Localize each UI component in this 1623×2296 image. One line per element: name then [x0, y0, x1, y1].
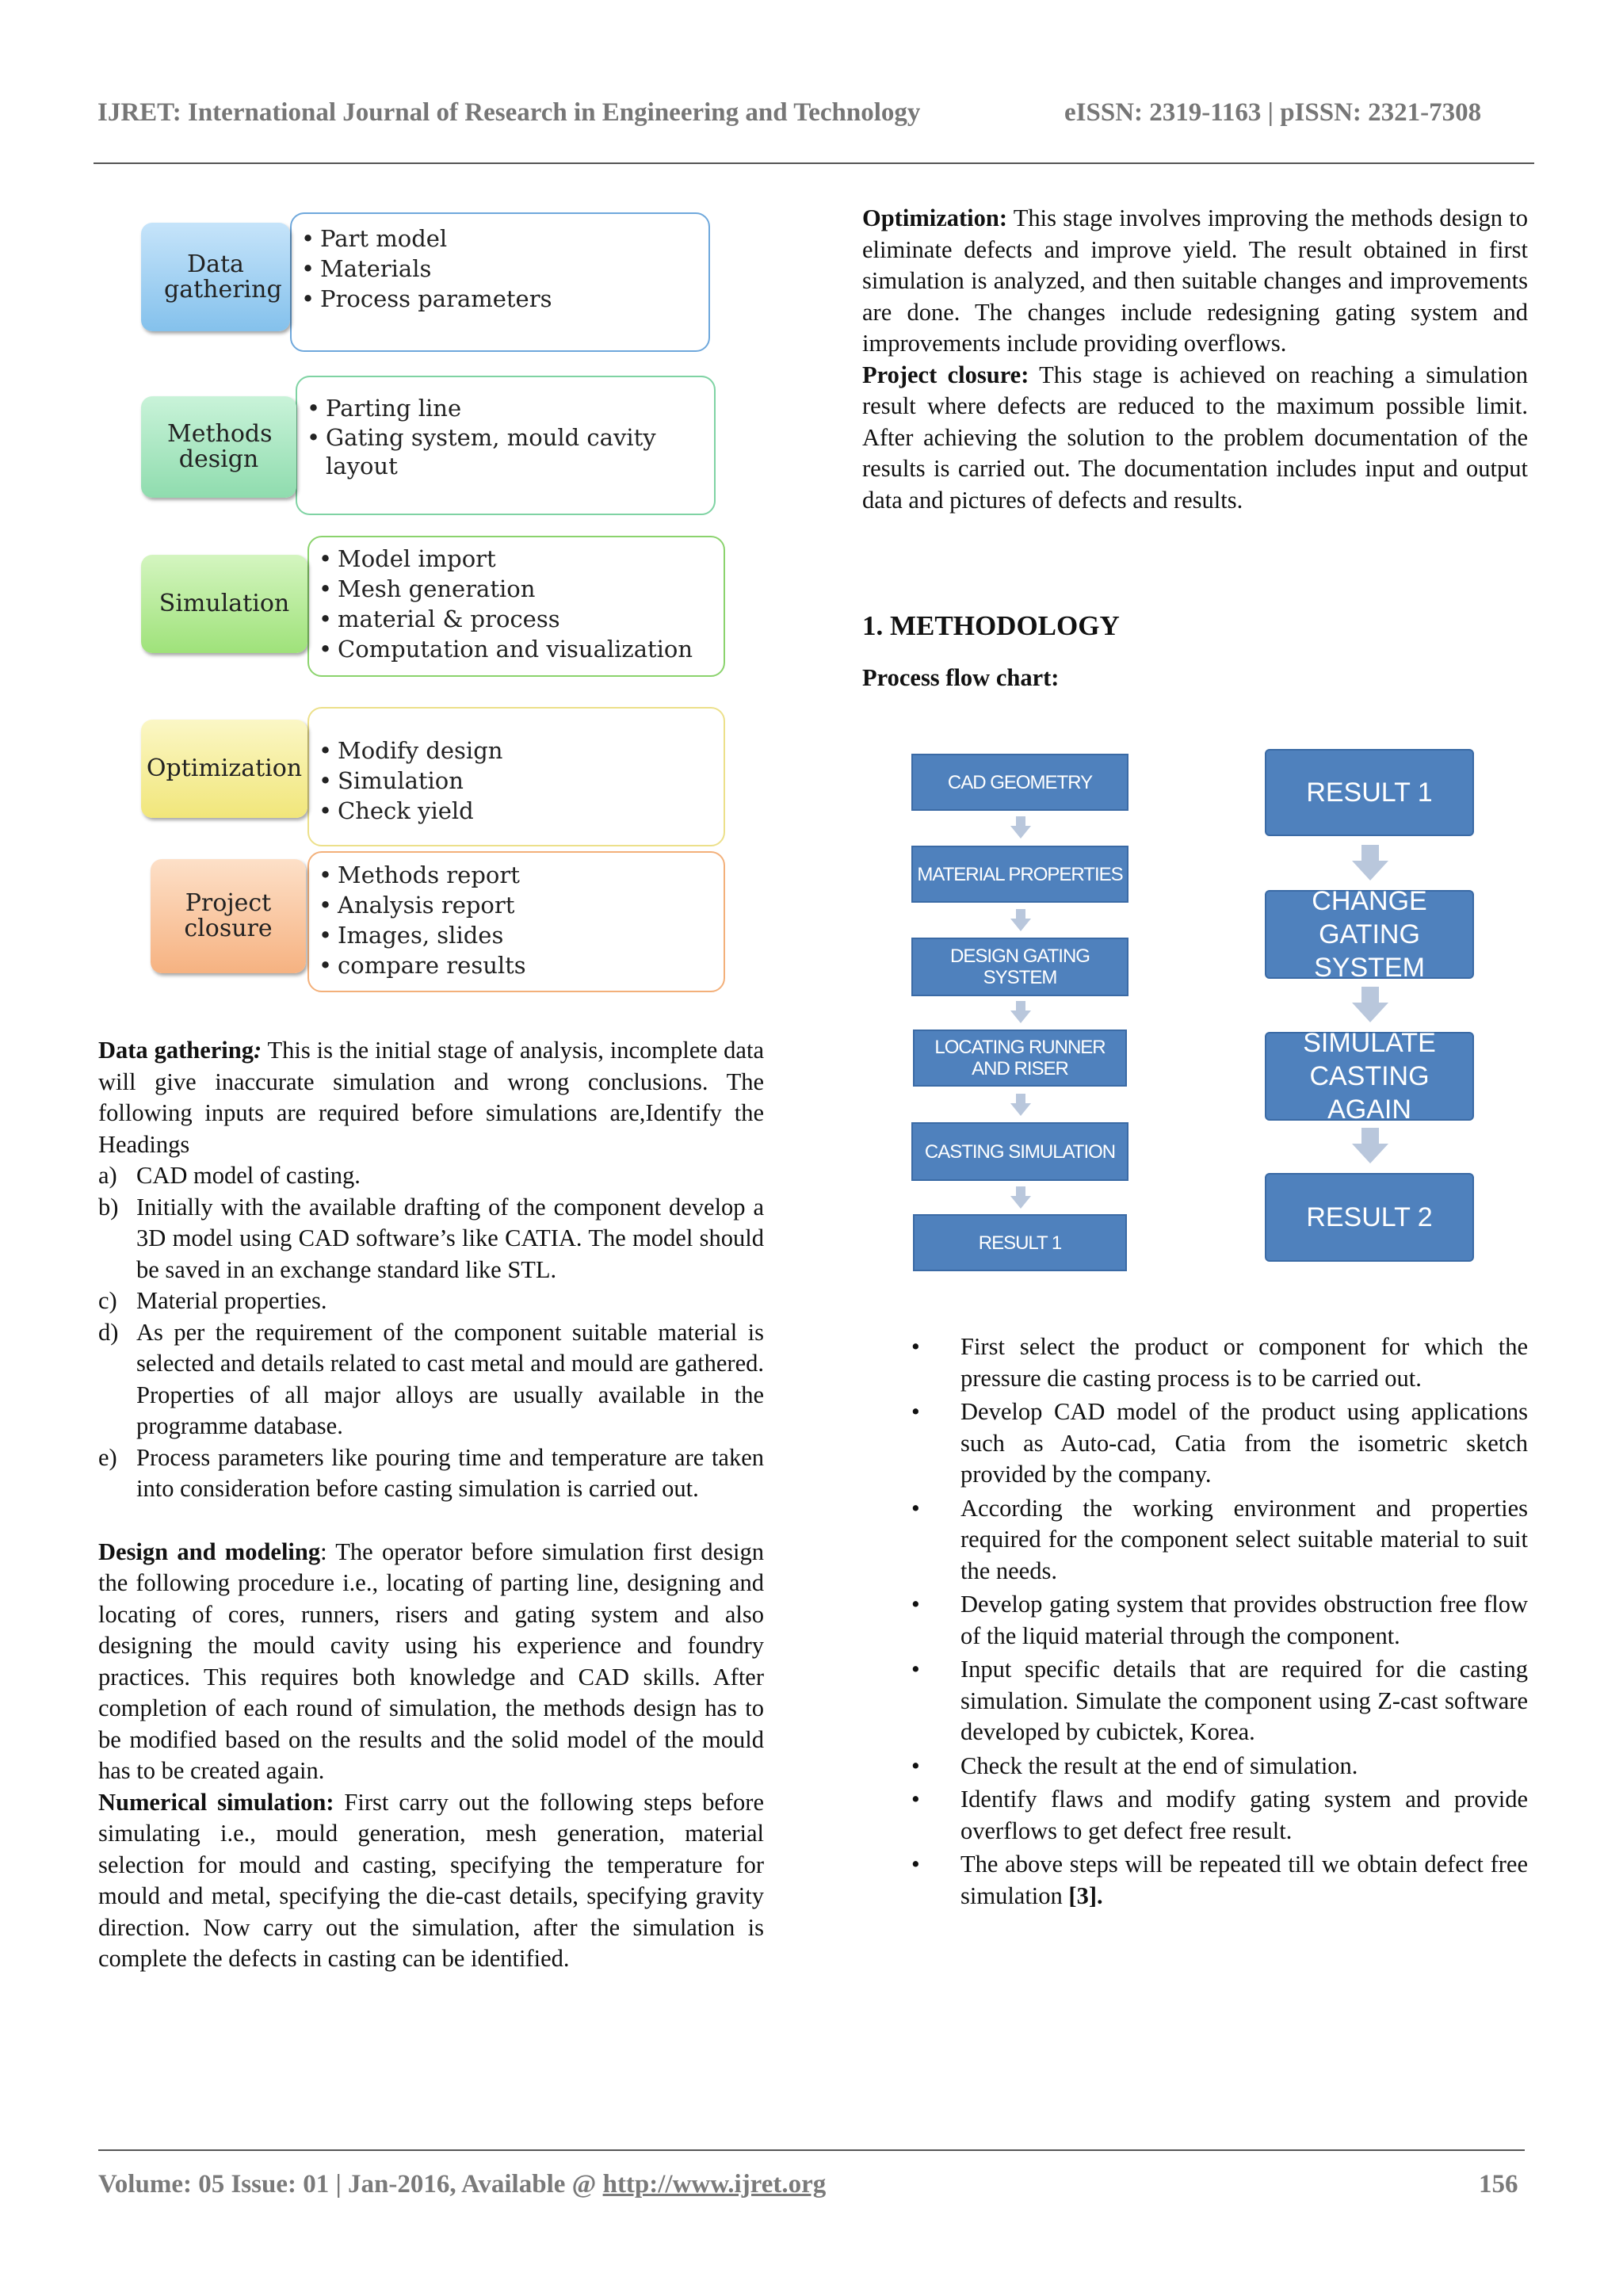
list-label: d) — [98, 1318, 119, 1346]
stage-item: • Gating system, mould cavity layout — [305, 423, 706, 480]
flow-box-result-1-right: RESULT 1 — [1265, 749, 1474, 836]
flow-box-design-gating: DESIGN GATING SYSTEM — [911, 938, 1128, 996]
method-steps — [862, 1331, 1528, 1914]
list-item: • Input specific details that are required for die casting simulation. Simulate the component using Z-cast software developed by cubictek, Korea. — [862, 1654, 1528, 1748]
flow-arrow — [1351, 1128, 1389, 1164]
flow-arrow — [1351, 987, 1389, 1023]
optimization-heading: Optimization: — [862, 204, 1007, 231]
numerical-simulation-para — [98, 1787, 764, 1975]
stage-item: • compare results — [317, 950, 716, 980]
list-item — [98, 1192, 764, 1286]
flow-arrow — [1351, 845, 1389, 881]
list-item — [98, 1160, 764, 1192]
flow-box-cad-geometry: CAD GEOMETRY — [911, 754, 1128, 811]
stage-item: • Check yield — [317, 796, 716, 826]
stage-item: • Methods report — [317, 860, 716, 890]
list-item — [98, 1286, 764, 1317]
project-closure-text: This stage is achieved on reaching a simulation result where defects are reduced to the maximum possible limit. After achieving the solution to the problem documentation of the results is carried out. The documentation includes input and output data and pictures of defects and results. — [862, 361, 1528, 514]
stage-item: • Analysis report — [317, 890, 716, 920]
design-modeling-heading: Design and modeling — [98, 1538, 321, 1565]
section-title: 1. METHODOLOGY — [862, 610, 1120, 641]
footer-volume — [98, 2170, 826, 2199]
flow-arrow — [1009, 1094, 1033, 1117]
numerical-simulation-heading: Numerical simulation: — [98, 1788, 334, 1816]
list-text: Initially with the available drafting of the component develop a 3D model using CAD software’s like CATIA. The model should be saved in an exchange standard like STL. — [136, 1193, 764, 1283]
data-gathering-heading: Data gathering — [98, 1037, 254, 1064]
list-item: • Develop gating system that provides obstruction free flow of the liquid material through the component. — [862, 1589, 1528, 1652]
stage-label: Methods design — [167, 420, 273, 473]
data-gathering-para — [98, 1035, 764, 1160]
right-column — [862, 203, 1528, 516]
stage-item: • Model import — [317, 544, 716, 574]
page-number: 156 — [1479, 2170, 1518, 2199]
stage-item: • Simulation — [317, 766, 716, 796]
list-item — [862, 1849, 1528, 1912]
list-label: e) — [98, 1443, 117, 1471]
stage-simulation-panel — [307, 536, 725, 677]
project-closure-para — [862, 360, 1528, 517]
list-text: CAD model of casting. — [136, 1162, 361, 1189]
list-item: • Check the result at the end of simulation. — [862, 1751, 1528, 1782]
list-item: • Identify flaws and modify gating system and provide overflows to get defect free result. — [862, 1784, 1528, 1847]
stage-data-gathering — [141, 223, 290, 331]
optimization-para — [862, 203, 1528, 360]
list-label: c) — [98, 1287, 117, 1314]
flow-arrow — [1009, 816, 1033, 840]
issn: eISSN: 2319-1163 | pISSN: 2321-7308 — [1064, 98, 1482, 127]
stage-simulation — [141, 555, 307, 653]
stage-label: Data gathering — [164, 250, 282, 304]
inputs-list — [98, 1160, 764, 1505]
design-modeling-para — [98, 1537, 764, 1787]
list-text: Process parameters like pouring time and temperature are taken into consideration before casting simulation is carried out. — [136, 1443, 764, 1502]
footer-volume-text: Volume: 05 Issue: 01 | Jan-2016, Available @ — [98, 2170, 603, 2199]
stage-item: • Materials — [300, 254, 701, 284]
flow-box-simulate-again: SIMULATE CASTING AGAIN — [1265, 1032, 1474, 1121]
stage-item: • Part model — [300, 223, 701, 254]
design-modeling-text: : The operator before simulation first design the following procedure i.e., locating of parting line, designing and locating of cores, runners, risers and gating system and also designing the mould cavity using his experience and foundry practices. This requires both knowledge and CAD skills. After completion of each round of simulation, the methods design has to be modified based on the results and the solid model of the mould has to be created again. — [98, 1538, 764, 1784]
flow-chart-title: Process flow chart: — [862, 664, 1060, 691]
stage-optimization — [141, 720, 307, 818]
data-gathering-text: This is the initial stage of analysis, incomplete data will give inaccurate simulation and wrong conclusions. The following inputs are required before simulations are,Identify the Headings — [98, 1037, 764, 1158]
stage-item: • Computation and visualization — [317, 634, 716, 664]
flow-box-locating-runner: LOCATING RUNNER AND RISER — [913, 1030, 1127, 1087]
footer-link[interactable]: http://www.ijret.org — [602, 2170, 827, 2199]
list-item: • Develop CAD model of the product using applications such as Auto-cad, Catia from the isometric sketch provided by the company. — [862, 1396, 1528, 1491]
stage-label: Simulation — [158, 590, 290, 617]
stage-item: • Parting line — [305, 393, 706, 423]
stage-item: • Images, slides — [317, 920, 716, 950]
flow-arrow — [1009, 1001, 1033, 1025]
left-column — [98, 1035, 764, 1975]
reference: [3]. — [1068, 1881, 1103, 1909]
list-item — [98, 1442, 764, 1505]
project-closure-heading: Project closure: — [862, 361, 1029, 388]
footer-rule — [98, 2149, 1525, 2151]
flow-arrow — [1009, 909, 1033, 933]
stage-methods-design — [141, 396, 296, 498]
flow-box-material-properties: MATERIAL PROPERTIES — [911, 846, 1128, 903]
stage-project-closure-panel — [307, 851, 725, 992]
stage-optimization-panel — [307, 707, 725, 846]
stage-item: • Modify design — [317, 735, 716, 766]
stage-item: • Mesh generation — [317, 574, 716, 604]
flow-box-change-gating: CHANGE GATING SYSTEM — [1265, 890, 1474, 979]
journal-title: IJRET: International Journal of Research in Engineering and Technology — [97, 98, 921, 127]
stage-item: • material & process — [317, 604, 716, 634]
numerical-simulation-text: First carry out the following steps before simulating i.e., mould generation, mesh generation, material selection for mould and casting, specifying the temperature for mould and metal, specifying the die-cast details, specifying gravity direction. Now carry out the simulation, after the simulation is complete the defects in casting can be identified. — [98, 1788, 764, 1972]
stage-item: • Process parameters — [300, 284, 701, 314]
stage-methods-design-panel — [296, 376, 716, 515]
header-rule — [94, 162, 1534, 164]
list-item: • First select the product or component for which the pressure die casting process is to be carried out. — [862, 1331, 1528, 1394]
flow-box-result-1: RESULT 1 — [913, 1214, 1127, 1271]
stage-project-closure — [151, 859, 306, 973]
list-text: Material properties. — [136, 1287, 327, 1314]
list-item: • According the working environment and properties required for the component select suitable material to suit the needs. — [862, 1493, 1528, 1587]
stage-label: Optimization — [146, 755, 303, 782]
stage-label: Project closure — [184, 889, 273, 942]
list-label: b) — [98, 1193, 119, 1221]
flow-box-result-2: RESULT 2 — [1265, 1173, 1474, 1262]
list-text: As per the requirement of the component suitable material is selected and details related to cast metal and mould are gathered. Properties of all major alloys are usually available in the programme database. — [136, 1318, 764, 1439]
optimization-text: This stage involves improving the methods design to eliminate defects and improve yield. The result obtained in first simulation is analyzed, and then suitable changes and improvements are done. The changes include redesigning gating system and improvements include providing overflows. — [862, 204, 1528, 357]
list-label: a) — [98, 1162, 117, 1189]
list-item — [98, 1317, 764, 1442]
data-gathering-colon: : — [253, 1037, 262, 1064]
list-text: The above steps will be repeated till we obtain defect free simulation — [960, 1851, 1528, 1909]
flow-arrow — [1009, 1186, 1033, 1210]
stage-data-gathering-panel — [290, 212, 710, 352]
flow-box-casting-simulation: CASTING SIMULATION — [911, 1122, 1128, 1181]
